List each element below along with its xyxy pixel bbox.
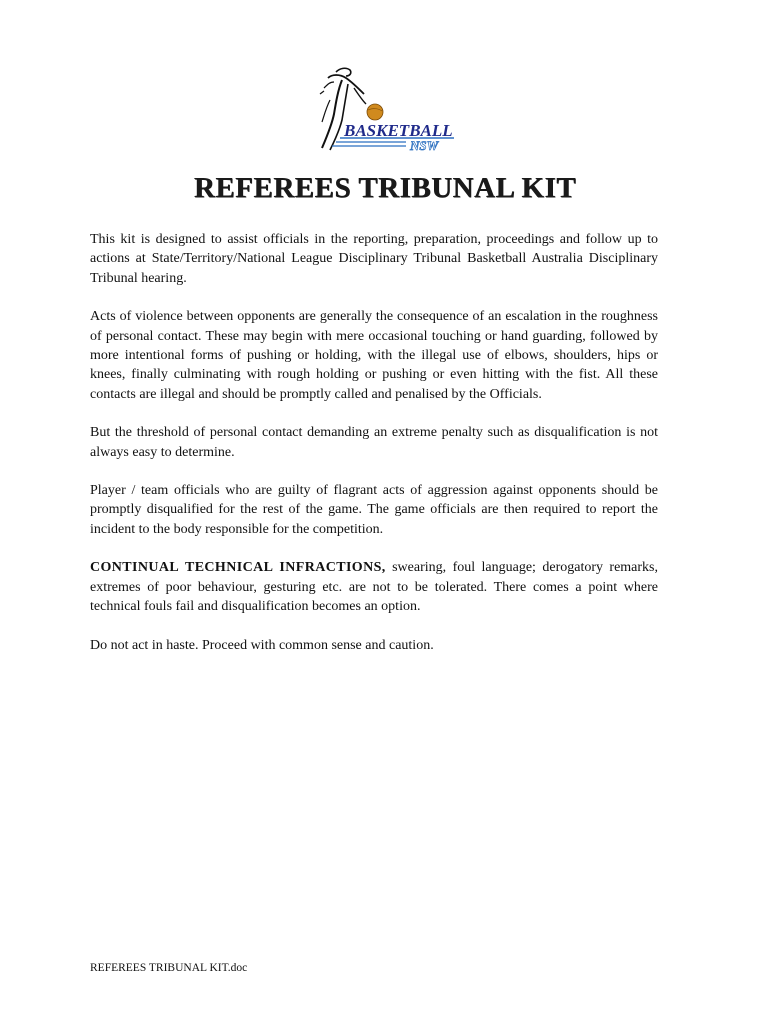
- paragraph-closing: Do not act in haste. Proceed with common sense and caution.: [90, 637, 434, 653]
- document-body: [90, 230, 658, 674]
- technical-lead: CONTINUAL TECHNICAL INFRACTIONS,: [90, 560, 386, 576]
- footer-filename: REFEREES TRIBUNAL KIT.doc: [90, 962, 248, 974]
- basketball-nsw-logo: [306, 64, 466, 156]
- logo-wordmark: BASKETBALL: [344, 121, 453, 140]
- document-title: REFEREES TRIBUNAL KIT: [193, 172, 577, 204]
- paragraph-technical: [90, 558, 658, 616]
- paragraph-intro: This kit is designed to assist officials in the reporting, preparation, proceedings and follow up to actions at State/Territory/National League Disciplinary Tribunal Basketball Australia Disciplinary Tribunal hearing.: [90, 232, 658, 286]
- basketball-icon: [367, 104, 383, 120]
- paragraph-violence: Acts of violence between opponents are generally the consequence of an escalation in the roughness of personal contact. These may begin with mere occasional touching or hand guarding, followed by more intentional forms of pushing or holding, with the illegal use of elbows, shoulders, hips or knees, finally culminating with rough holding or pushing or even hitting with the fist. All these contacts are illegal and should be promptly called and penalised by the Officials.: [90, 309, 658, 402]
- paragraph-disqualification: Player / team officials who are guilty of flagrant acts of aggression against opponents should be promptly disqualified for the rest of the game. The game officials are then required to report the incident to the body responsible for the competition.: [90, 483, 658, 537]
- logo-subtext: NSW: [410, 138, 439, 153]
- paragraph-threshold: But the threshold of personal contact demanding an extreme penalty such as disqualification is not always easy to determine.: [90, 425, 658, 460]
- technical-rest: swearing, foul language; derogatory remarks, extremes of poor behaviour, gesturing etc. are not to be tolerated. There comes a point where technical fouls fail and disqualification becomes an option.: [90, 560, 658, 615]
- basketball-player-icon: [306, 64, 466, 156]
